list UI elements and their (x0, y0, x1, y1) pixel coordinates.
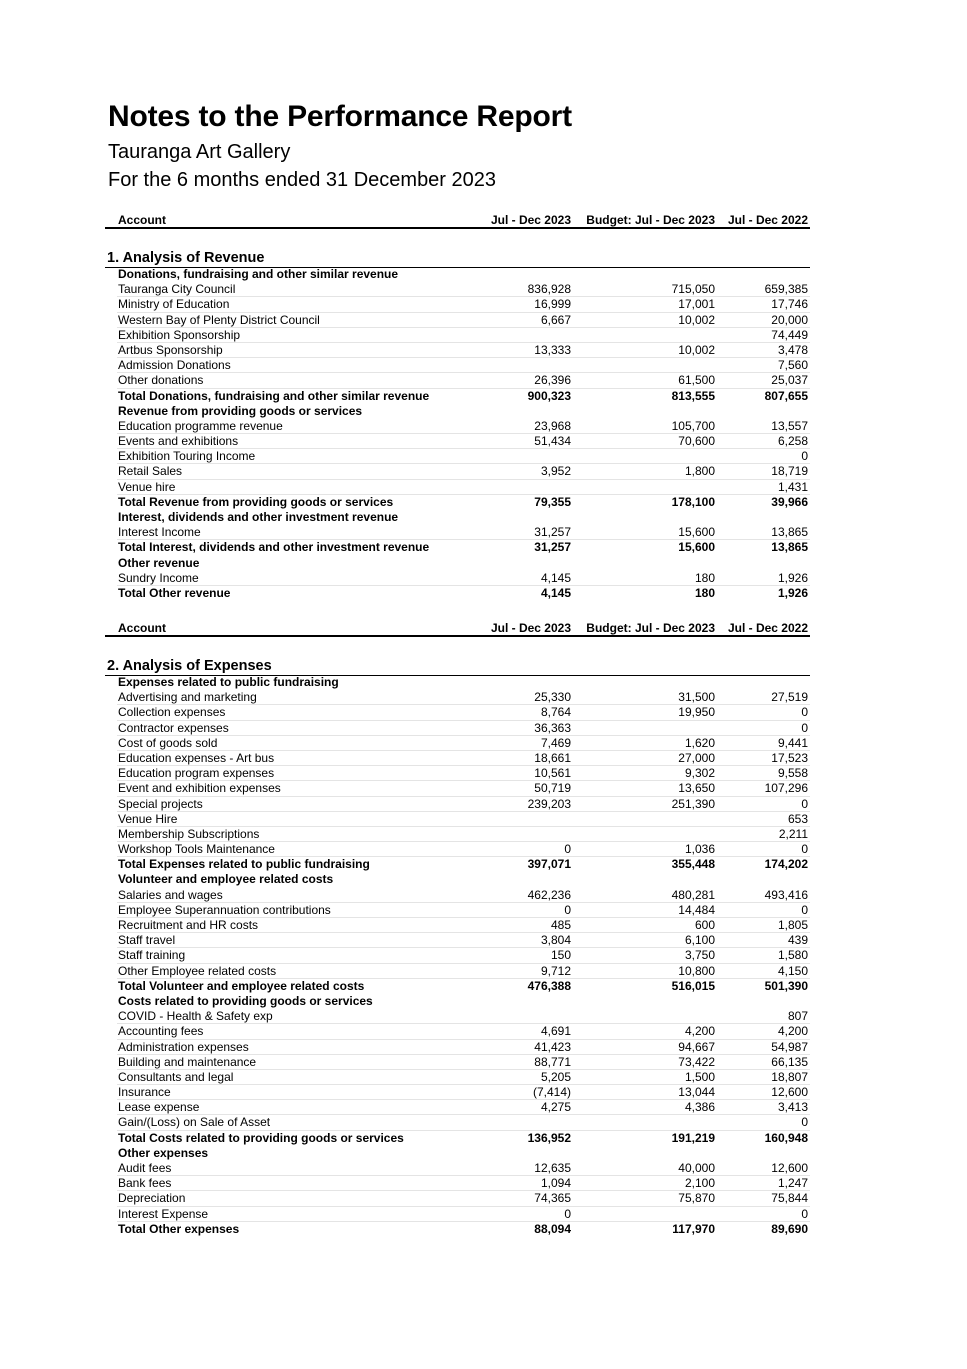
account-cell: Advertising and marketing (118, 690, 257, 705)
account-cell: Admission Donations (118, 358, 231, 373)
prior-cell: 13,865 (771, 540, 808, 555)
column-budget: Budget: Jul - Dec 2023 (586, 213, 715, 227)
account-cell: Total Interest, dividends and other investment revenue (118, 540, 430, 555)
table-row (117, 903, 810, 918)
table-row (117, 827, 810, 842)
account-cell: Event and exhibition expenses (118, 781, 281, 796)
current-cell: 50,719 (534, 781, 571, 796)
budget-cell: 73,422 (678, 1054, 715, 1069)
prior-cell: 0 (801, 1115, 808, 1130)
prior-cell: 0 (801, 842, 808, 857)
budget-cell: 70,600 (678, 434, 715, 449)
account-cell: Audit fees (118, 1161, 172, 1175)
table-row (117, 419, 810, 434)
prior-cell: 439 (787, 933, 808, 948)
column-account: Account (118, 213, 166, 227)
budget-cell: 191,219 (671, 1130, 715, 1145)
total-row (117, 1222, 810, 1237)
budget-cell: 14,484 (678, 902, 715, 917)
group-heading-row (117, 675, 810, 690)
account-cell: Gain/(Loss) on Sale of Asset (118, 1115, 271, 1130)
table-row (117, 705, 810, 720)
budget-cell: 105,700 (671, 418, 715, 433)
current-cell: 88,094 (534, 1221, 571, 1236)
current-cell: (7,414) (532, 1085, 571, 1100)
account-cell: Lease expense (118, 1100, 200, 1115)
account-cell: Ministry of Education (118, 297, 230, 312)
budget-cell: 10,800 (678, 963, 715, 978)
column-budget: Budget: Jul - Dec 2023 (586, 621, 715, 635)
current-cell: 18,661 (534, 750, 571, 765)
account-cell: Recruitment and HR costs (118, 918, 259, 932)
current-cell: 9,712 (540, 963, 571, 978)
current-cell: 7,469 (540, 735, 571, 750)
budget-cell: 15,600 (678, 540, 715, 555)
current-cell: 51,434 (534, 434, 571, 449)
account-cell: Venue hire (118, 479, 176, 494)
table-row (117, 964, 810, 979)
prior-cell: 13,865 (771, 525, 808, 540)
table-row (117, 812, 810, 827)
current-cell: 13,333 (534, 342, 571, 357)
current-cell: 150 (550, 948, 571, 963)
table-row (117, 1024, 810, 1039)
account-cell: COVID - Health & Safety exp (118, 1009, 273, 1024)
prior-cell: 2,211 (778, 826, 808, 841)
prior-cell: 1,805 (777, 918, 808, 932)
account-cell: Tauranga City Council (118, 282, 236, 297)
table-row (117, 1070, 810, 1085)
budget-cell: 480,281 (671, 887, 715, 902)
prior-cell: 3,413 (777, 1100, 808, 1115)
prior-cell: 18,719 (771, 464, 808, 479)
account-cell: Total Costs related to providing goods or services (118, 1130, 404, 1145)
current-cell: 26,396 (534, 373, 571, 388)
prior-cell: 12,600 (771, 1085, 808, 1100)
budget-cell: 180 (694, 585, 715, 600)
account-cell: Interest Income (118, 525, 201, 540)
current-cell: 10,561 (534, 766, 571, 781)
prior-cell: 27,519 (771, 690, 808, 705)
current-cell: 485 (550, 918, 571, 932)
total-row (117, 586, 810, 601)
current-cell: 1,094 (540, 1176, 571, 1191)
prior-cell: 1,580 (777, 948, 808, 963)
prior-cell: 659,385 (764, 282, 808, 297)
account-cell: Accounting fees (118, 1024, 204, 1039)
prior-cell: 0 (801, 902, 808, 917)
budget-cell: 1,800 (684, 464, 715, 479)
budget-cell: 4,200 (684, 1024, 715, 1039)
current-cell: 462,236 (527, 887, 571, 902)
account-cell: Total Other expenses (118, 1221, 240, 1236)
account-cell: Other revenue (118, 555, 200, 570)
table-row (117, 948, 810, 963)
table-row (117, 1055, 810, 1070)
group-heading-row (117, 510, 810, 525)
current-cell: 136,952 (527, 1130, 571, 1145)
total-row (117, 979, 810, 994)
column-current: Jul - Dec 2023 (490, 213, 571, 227)
table-row (117, 1161, 810, 1176)
budget-cell: 516,015 (671, 978, 715, 993)
current-cell: 12,635 (534, 1161, 571, 1175)
prior-cell: 1,247 (777, 1176, 808, 1191)
table-row (117, 464, 810, 479)
prior-cell: 0 (801, 720, 808, 735)
budget-cell: 2,100 (684, 1176, 715, 1191)
prior-cell: 6,258 (777, 434, 808, 449)
expenses-section-title (105, 659, 810, 676)
current-cell: 41,423 (534, 1039, 571, 1054)
budget-cell: 1,500 (684, 1069, 715, 1084)
table-row (117, 690, 810, 705)
group-heading-row (117, 994, 810, 1009)
table-row (117, 480, 810, 495)
current-cell: 23,968 (534, 418, 571, 433)
prior-cell: 75,844 (771, 1191, 808, 1206)
expenses-table (117, 675, 810, 1237)
current-cell: 31,257 (534, 525, 571, 540)
table-row (117, 297, 810, 312)
current-cell: 4,145 (540, 585, 571, 600)
budget-cell: 1,620 (684, 735, 715, 750)
current-cell: 6,667 (540, 312, 571, 327)
budget-cell: 10,002 (678, 312, 715, 327)
prior-cell: 54,987 (771, 1039, 808, 1054)
current-cell: 0 (564, 902, 571, 917)
current-cell: 476,388 (527, 978, 571, 993)
current-cell: 31,257 (534, 540, 571, 555)
prior-cell: 0 (801, 796, 808, 811)
prior-cell: 501,390 (764, 978, 808, 993)
current-cell: 8,764 (540, 705, 571, 720)
budget-cell: 251,390 (671, 796, 715, 811)
report-period: For the 6 months ended 31 December 2023 (108, 169, 497, 191)
account-cell: Membership Subscriptions (118, 826, 260, 841)
prior-cell: 4,200 (777, 1024, 808, 1039)
account-cell: Workshop Tools Maintenance (118, 842, 275, 857)
prior-cell: 107,296 (764, 781, 808, 796)
table-row (117, 1176, 810, 1191)
account-cell: Staff travel (118, 933, 176, 948)
account-cell: Interest, dividends and other investment revenue (118, 510, 399, 524)
account-cell: Costs related to providing goods or services (118, 993, 373, 1008)
table-row (117, 434, 810, 449)
account-cell: Education expenses - Art bus (118, 750, 275, 765)
current-cell: 3,804 (540, 933, 571, 948)
prior-cell: 25,037 (771, 373, 808, 388)
account-cell: Total Donations, fundraising and other similar revenue (118, 388, 430, 403)
table-row (117, 766, 810, 781)
current-cell: 836,928 (527, 282, 571, 297)
expenses-column-header (105, 620, 810, 637)
account-cell: Western Bay of Plenty District Council (118, 312, 320, 327)
prior-cell: 7,560 (777, 358, 808, 373)
revenue-table (117, 267, 810, 601)
budget-cell: 31,500 (678, 690, 715, 705)
table-row (117, 343, 810, 358)
prior-cell: 174,202 (764, 857, 808, 872)
prior-cell: 1,431 (777, 479, 808, 494)
budget-cell: 117,970 (672, 1221, 715, 1236)
current-cell: 4,275 (540, 1100, 571, 1115)
account-cell: Employee Superannuation contributions (118, 902, 331, 917)
table-row (117, 721, 810, 736)
table-row (117, 358, 810, 373)
revenue-section-title-text: 1. Analysis of Revenue (107, 250, 265, 266)
total-row (117, 389, 810, 404)
current-cell: 239,203 (527, 796, 571, 811)
prior-cell: 9,558 (777, 766, 808, 781)
group-heading-row (117, 556, 810, 571)
prior-cell: 9,441 (777, 735, 808, 750)
budget-cell: 19,950 (678, 705, 715, 720)
current-cell: 16,999 (534, 297, 571, 312)
account-cell: Collection expenses (118, 705, 226, 720)
account-cell: Other donations (118, 373, 204, 388)
prior-cell: 0 (801, 1206, 808, 1221)
account-cell: Consultants and legal (118, 1069, 234, 1084)
budget-cell: 75,870 (678, 1191, 715, 1206)
table-row (117, 328, 810, 343)
budget-cell: 178,100 (671, 494, 715, 509)
current-cell: 79,355 (534, 494, 571, 509)
account-cell: Cost of goods sold (118, 735, 218, 750)
current-cell: 900,323 (527, 388, 571, 403)
total-row (117, 857, 810, 872)
group-heading-row (117, 267, 810, 282)
current-cell: 4,145 (540, 570, 571, 585)
table-row (117, 751, 810, 766)
table-row (117, 1040, 810, 1055)
prior-cell: 89,690 (771, 1221, 808, 1236)
account-cell: Volunteer and employee related costs (118, 872, 334, 887)
budget-cell: 813,555 (671, 388, 715, 403)
budget-cell: 27,000 (678, 750, 715, 765)
budget-cell: 180 (694, 570, 715, 585)
account-cell: Retail Sales (118, 464, 183, 479)
prior-cell: 0 (801, 449, 808, 464)
budget-cell: 4,386 (684, 1100, 715, 1115)
expenses-section-title-text: 2. Analysis of Expenses (107, 658, 272, 674)
column-prior: Jul - Dec 2022 (727, 621, 808, 635)
report-title: Notes to the Performance Report (108, 100, 572, 133)
account-cell: Other expenses (118, 1145, 209, 1160)
table-row (117, 918, 810, 933)
table-row (117, 525, 810, 540)
account-cell: Venue Hire (118, 811, 178, 826)
group-heading-row (117, 872, 810, 887)
current-cell: 0 (564, 1206, 571, 1221)
column-account: Account (118, 621, 166, 635)
table-row (117, 1009, 810, 1024)
budget-cell: 9,302 (684, 766, 715, 781)
budget-cell: 3,750 (684, 948, 715, 963)
table-row (117, 1207, 810, 1222)
account-cell: Total Volunteer and employee related costs (118, 978, 365, 993)
account-cell: Administration expenses (118, 1039, 249, 1054)
budget-cell: 6,100 (684, 933, 715, 948)
prior-cell: 1,926 (777, 585, 808, 600)
budget-cell: 1,036 (684, 842, 715, 857)
current-cell: 397,071 (527, 857, 571, 872)
total-row (117, 495, 810, 510)
prior-cell: 1,926 (777, 570, 808, 585)
account-cell: Staff training (118, 948, 186, 963)
account-cell: Contractor expenses (118, 720, 229, 735)
group-heading-row (117, 1146, 810, 1161)
table-row (117, 933, 810, 948)
current-cell: 25,330 (534, 690, 571, 705)
prior-cell: 3,478 (777, 342, 808, 357)
account-cell: Exhibition Touring Income (118, 449, 256, 464)
prior-cell: 20,000 (771, 312, 808, 327)
budget-cell: 40,000 (678, 1161, 715, 1175)
account-cell: Building and maintenance (118, 1054, 257, 1069)
budget-cell: 355,448 (671, 857, 715, 872)
account-cell: Expenses related to public fundraising (118, 675, 339, 689)
account-cell: Total Expenses related to public fundraising (118, 857, 370, 872)
revenue-section-title (105, 251, 810, 268)
table-row (117, 797, 810, 812)
table-row (117, 571, 810, 586)
prior-cell: 66,135 (771, 1054, 808, 1069)
account-cell: Exhibition Sponsorship (118, 327, 241, 342)
table-row (117, 1085, 810, 1100)
current-cell: 36,363 (534, 720, 571, 735)
prior-cell: 17,746 (771, 297, 808, 312)
prior-cell: 13,557 (771, 418, 808, 433)
total-row (117, 1131, 810, 1146)
table-row (117, 1191, 810, 1206)
current-cell: 74,365 (534, 1191, 571, 1206)
total-row (117, 540, 810, 555)
account-cell: Special projects (118, 796, 203, 811)
account-cell: Total Revenue from providing goods or services (118, 494, 394, 509)
prior-cell: 807,655 (764, 388, 808, 403)
prior-cell: 18,807 (771, 1069, 808, 1084)
account-cell: Total Other revenue (118, 585, 231, 600)
current-cell: 3,952 (540, 464, 571, 479)
column-current: Jul - Dec 2023 (490, 621, 571, 635)
account-cell: Sundry Income (118, 570, 199, 585)
prior-cell: 493,416 (764, 887, 808, 902)
budget-cell: 10,002 (678, 342, 715, 357)
account-cell: Other Employee related costs (118, 963, 277, 978)
column-prior: Jul - Dec 2022 (727, 213, 808, 227)
account-cell: Salaries and wages (118, 887, 223, 902)
account-cell: Interest Expense (118, 1206, 209, 1221)
budget-cell: 15,600 (678, 525, 715, 540)
budget-cell: 61,500 (678, 373, 715, 388)
revenue-column-header (105, 212, 810, 229)
prior-cell: 4,150 (777, 963, 808, 978)
current-cell: 4,691 (540, 1024, 571, 1039)
table-row (117, 1100, 810, 1115)
table-row (117, 888, 810, 903)
account-cell: Depreciation (118, 1191, 186, 1206)
prior-cell: 0 (801, 705, 808, 720)
account-cell: Donations, fundraising and other similar revenue (118, 267, 399, 281)
budget-cell: 13,650 (678, 781, 715, 796)
budget-cell: 17,001 (678, 297, 715, 312)
prior-cell: 653 (787, 811, 808, 826)
prior-cell: 160,948 (764, 1130, 808, 1145)
account-cell: Insurance (118, 1085, 171, 1100)
table-row (117, 449, 810, 464)
table-row (117, 282, 810, 297)
prior-cell: 17,523 (771, 750, 808, 765)
account-cell: Events and exhibitions (118, 434, 239, 449)
prior-cell: 807 (787, 1009, 808, 1024)
account-cell: Bank fees (118, 1176, 172, 1191)
table-row (117, 781, 810, 796)
prior-cell: 74,449 (771, 327, 808, 342)
budget-cell: 94,667 (678, 1039, 715, 1054)
table-row (117, 1115, 810, 1130)
account-cell: Education programme revenue (118, 418, 283, 433)
table-row (117, 313, 810, 328)
group-heading-row (117, 404, 810, 419)
prior-cell: 12,600 (771, 1161, 808, 1175)
budget-cell: 715,050 (671, 282, 715, 297)
budget-cell: 600 (694, 918, 715, 932)
organisation-name: Tauranga Art Gallery (108, 141, 291, 163)
budget-cell: 13,044 (678, 1085, 715, 1100)
table-row (117, 842, 810, 857)
current-cell: 5,205 (540, 1069, 571, 1084)
table-row (117, 373, 810, 388)
prior-cell: 39,966 (771, 494, 808, 509)
account-cell: Education program expenses (118, 766, 275, 781)
current-cell: 88,771 (534, 1054, 571, 1069)
table-row (117, 736, 810, 751)
account-cell: Revenue from providing goods or services (118, 403, 363, 418)
account-cell: Artbus Sponsorship (118, 342, 223, 357)
current-cell: 0 (564, 842, 571, 857)
